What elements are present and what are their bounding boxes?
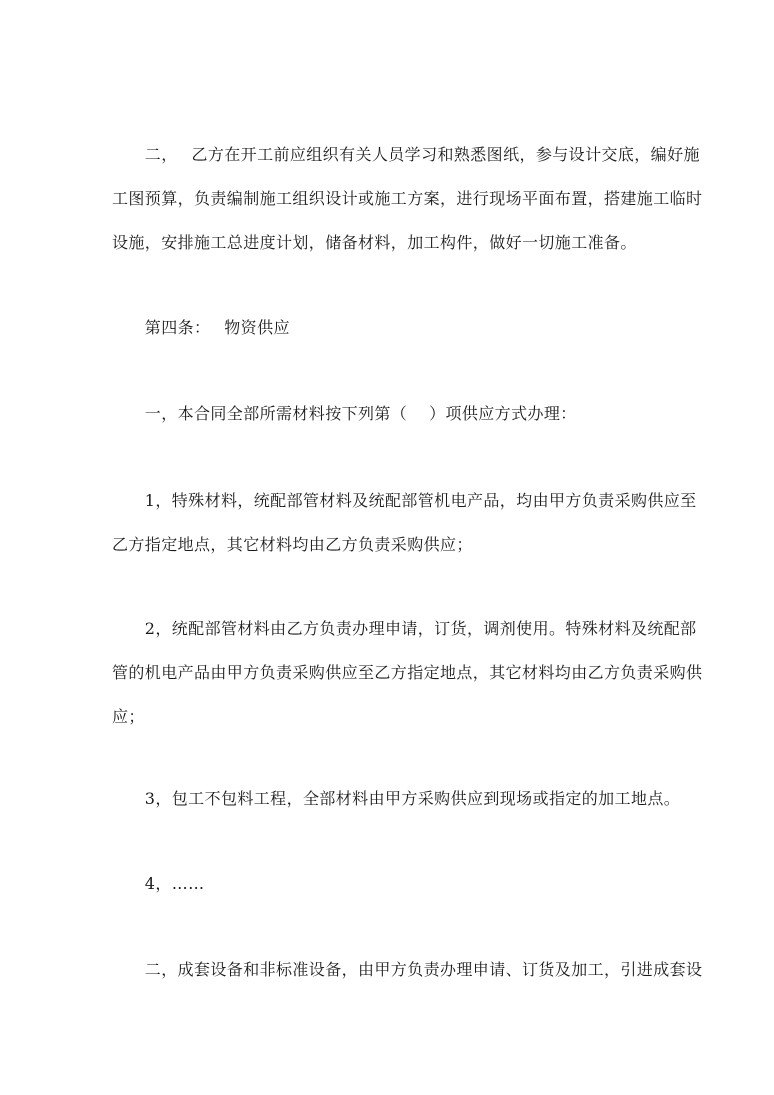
text-line: 二，成套设备和非标准设备，由甲方负责办理申请、订货及加工，引进成套设: [112, 960, 703, 979]
text-line: 乙方指定地点，其它材料均由乙方负责采购供应；: [112, 535, 473, 554]
paragraph-contractor-preparation: [112, 133, 703, 265]
list-item-2: [112, 607, 703, 739]
text-line: 3，包工不包料工程，全部材料由甲方采购供应到现场或指定的加工地点。: [112, 789, 681, 808]
text-line: 工图预算，负责编制施工组织设计或施工方案，进行现场平面布置，搭建施工临时: [112, 189, 703, 208]
list-item-1: [112, 479, 697, 567]
text-line: 4，……: [112, 874, 205, 893]
paragraph-complete-equipment: [112, 948, 703, 992]
list-item-4: [112, 862, 668, 906]
text-line: 设施，安排施工总进度计划，储备材料，加工构件，做好一切施工准备。: [112, 233, 637, 252]
text-line: 管的机电产品由甲方负责采购供应至乙方指定地点，其它材料均由乙方负责采购供: [112, 663, 703, 682]
text-line: 应；: [112, 707, 145, 726]
text-line: 第四条： 物资供应: [112, 318, 290, 337]
paragraph-supply-method: [112, 392, 668, 436]
text-line: 2，统配部管材料由乙方负责办理申请，订货，调剂使用。特殊材料及统配部: [112, 619, 697, 638]
text-line: 1，特殊材料，统配部管材料及统配部管机电产品，均由甲方负责采购供应至: [112, 491, 697, 510]
text-line: 一，本合同全部所需材料按下列第（ ）项供应方式办理：: [112, 404, 577, 423]
section-heading-article-4: [112, 306, 668, 350]
text-line: 二， 乙方在开工前应组织有关人员学习和熟悉图纸，参与设计交底，编好施: [112, 145, 700, 164]
list-item-3: [112, 777, 681, 821]
